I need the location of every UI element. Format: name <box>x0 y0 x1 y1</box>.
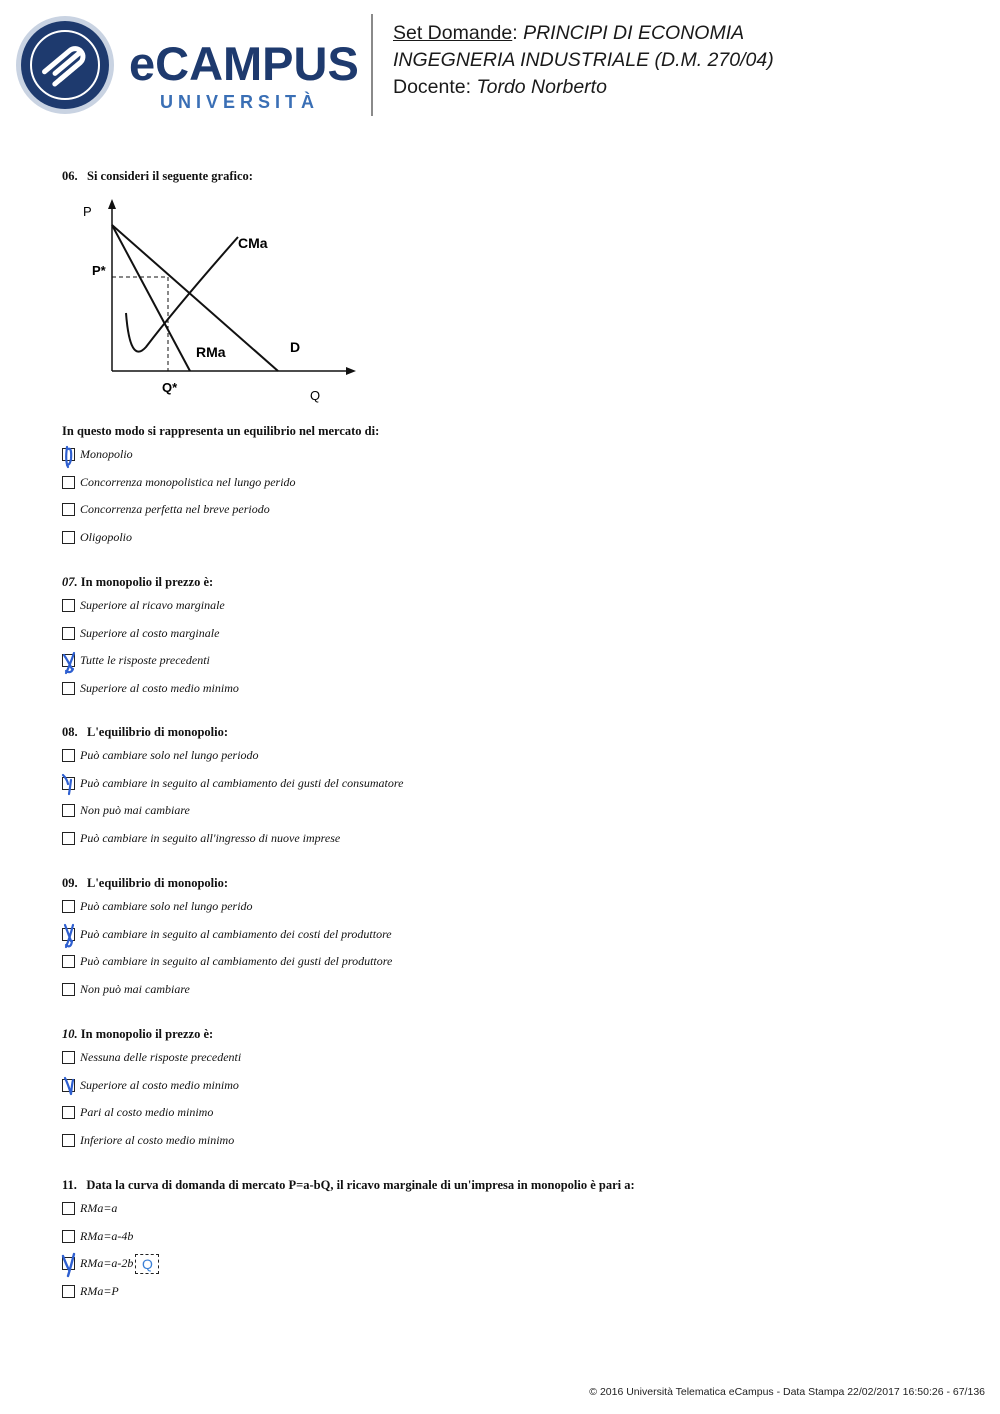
option-label: Può cambiare in seguito al cambiamento dei gusti del consumatore <box>80 775 404 790</box>
q-axis-label: Q <box>310 388 321 403</box>
option-label: Può cambiare in seguito al cambiamento dei gusti del produttore <box>80 954 393 969</box>
question-08 <box>62 722 962 852</box>
checkbox[interactable] <box>62 1202 75 1215</box>
option-label: Tutte le risposte precedenti <box>80 653 210 668</box>
option-label: Oligopolio <box>80 529 133 544</box>
checkbox[interactable] <box>62 777 75 790</box>
question-prompt: In questo modo si rappresenta un equilibrio nel mercato di: <box>62 424 380 438</box>
logo-subtext: UNIVERSITÀ <box>160 92 320 112</box>
option-row[interactable] <box>62 675 962 703</box>
question-07 <box>62 572 962 702</box>
question-title <box>62 166 962 186</box>
option-label: Concorrenza monopolistica nel lungo perido <box>80 474 296 489</box>
marginal-cost-curve <box>126 237 238 352</box>
option-label: Non può mai cambiare <box>80 803 190 818</box>
question-number: 06. <box>62 169 78 183</box>
option-label: Non può mai cambiare <box>80 981 190 996</box>
option-label: Superiore al costo medio minimo <box>80 1077 239 1092</box>
checkbox[interactable] <box>62 900 75 913</box>
option-row[interactable] <box>62 770 962 798</box>
question-text: L'equilibrio di monopolio: <box>87 876 229 890</box>
checkbox[interactable] <box>62 983 75 996</box>
question-number: 11. <box>62 1178 77 1192</box>
option-label: Concorrenza perfetta nel breve periodo <box>80 502 270 517</box>
option-label: Può cambiare in seguito all'ingresso di nuove imprese <box>80 830 341 845</box>
question-06-answers <box>62 421 962 551</box>
question-text: L'equilibrio di monopolio: <box>87 725 229 739</box>
question-title <box>62 722 962 742</box>
option-row[interactable] <box>62 647 962 675</box>
option-row[interactable] <box>62 1250 962 1278</box>
question-title <box>62 572 962 592</box>
option-label: Nessuna delle risposte precedenti <box>80 1050 242 1065</box>
monopoly-equilibrium-graph <box>78 195 358 415</box>
option-row[interactable] <box>62 1127 962 1155</box>
option-row[interactable] <box>62 1195 962 1223</box>
p-axis-label: P <box>83 204 92 219</box>
checkbox[interactable] <box>62 1257 75 1270</box>
y-axis-arrow <box>108 199 116 209</box>
question-10 <box>62 1024 962 1154</box>
checkbox[interactable] <box>62 476 75 489</box>
checkbox[interactable] <box>62 627 75 640</box>
option-row[interactable] <box>62 1044 962 1072</box>
question-title <box>62 1175 962 1195</box>
question-09 <box>62 873 962 1003</box>
option-label: RMa=a <box>80 1201 118 1216</box>
question-06 <box>62 166 962 186</box>
option-label: Superiore al costo medio minimo <box>80 680 239 695</box>
option-row[interactable] <box>62 469 962 497</box>
teacher-name: Tordo Norberto <box>476 76 607 98</box>
header-divider <box>371 14 373 116</box>
option-row[interactable] <box>62 797 962 825</box>
checkbox[interactable] <box>62 955 75 968</box>
question-number: 09. <box>62 876 78 890</box>
option-row[interactable] <box>62 1278 962 1306</box>
checkbox[interactable] <box>62 749 75 762</box>
logo-wordmark: eCAMPUS <box>129 37 359 90</box>
option-label: Monopolio <box>80 447 133 462</box>
option-row[interactable] <box>62 1099 962 1127</box>
option-label: Inferiore al costo medio minimo <box>80 1132 235 1147</box>
checkbox[interactable] <box>62 448 75 461</box>
option-label: RMa=a-2b <box>80 1256 134 1271</box>
question-number: 08. <box>62 725 78 739</box>
option-label: RMa=P <box>80 1283 119 1298</box>
header-info: Set Domande: PRINCIPI DI ECONOMIA INGEGNERIA INDUSTRIALE (D.M. 270/04) Docente: Tordo Norberto <box>393 22 774 98</box>
question-11 <box>62 1175 962 1305</box>
teacher-label: Docente: <box>393 76 472 98</box>
checkbox[interactable] <box>62 1230 75 1243</box>
option-row[interactable] <box>62 976 962 1004</box>
question-text: Si consideri il seguente grafico: <box>87 169 253 183</box>
question-title <box>62 1024 962 1044</box>
query-marker[interactable]: Q <box>135 1254 159 1274</box>
set-label: Set Domande <box>393 22 513 44</box>
option-row[interactable] <box>62 1072 962 1100</box>
checkbox[interactable] <box>62 1106 75 1119</box>
option-label: Superiore al costo marginale <box>80 625 220 640</box>
demand-label: D <box>290 339 301 355</box>
cma-label: CMa <box>238 235 268 251</box>
question-text: In monopolio il prezzo è: <box>80 1027 214 1041</box>
option-row[interactable] <box>62 825 962 853</box>
option-label: Può cambiare solo nel lungo perido <box>80 899 253 914</box>
option-row[interactable] <box>62 441 962 469</box>
checkbox[interactable] <box>62 654 75 667</box>
checkbox[interactable] <box>62 599 75 612</box>
checkbox[interactable] <box>62 804 75 817</box>
pstar-label: P* <box>92 263 106 278</box>
checkbox[interactable] <box>62 503 75 516</box>
checkbox[interactable] <box>62 1051 75 1064</box>
question-number: 10. <box>62 1027 78 1041</box>
question-number: 07. <box>62 575 78 589</box>
option-label: RMa=a-4b <box>80 1228 134 1243</box>
option-row[interactable] <box>62 496 962 524</box>
option-label: Pari al costo medio minimo <box>80 1105 214 1120</box>
option-row[interactable] <box>62 921 962 949</box>
page-footer: © 2016 Università Telematica eCampus - Data Stampa 22/02/2017 16:50:26 - 67/136 <box>589 1386 985 1398</box>
checkbox[interactable] <box>62 682 75 695</box>
option-label: Può cambiare in seguito al cambiamento dei costi del produttore <box>80 926 392 941</box>
checkbox[interactable] <box>62 928 75 941</box>
question-text: Data la curva di domanda di mercato P=a-bQ, il ricavo marginale di un'impresa in monopolio è pari a: <box>86 1178 635 1192</box>
rma-label: RMa <box>196 344 226 360</box>
marginal-revenue-curve <box>112 225 190 371</box>
checkbox[interactable] <box>62 832 75 845</box>
checkbox[interactable] <box>62 1285 75 1298</box>
option-row[interactable] <box>62 1223 962 1251</box>
option-label: Può cambiare solo nel lungo periodo <box>80 748 259 763</box>
checkbox[interactable] <box>62 531 75 544</box>
course-line1: PRINCIPI DI ECONOMIA <box>523 22 745 44</box>
option-label: Superiore al ricavo marginale <box>80 598 225 613</box>
option-row[interactable] <box>62 620 962 648</box>
qstar-label: Q* <box>162 380 178 395</box>
question-title <box>62 873 962 893</box>
option-row[interactable] <box>62 948 962 976</box>
x-axis-arrow <box>346 367 356 375</box>
checkbox[interactable] <box>62 1079 75 1092</box>
option-row[interactable] <box>62 524 962 552</box>
checkbox[interactable] <box>62 1134 75 1147</box>
option-row[interactable] <box>62 592 962 620</box>
ecampus-logo <box>14 14 359 116</box>
course-line2: INGEGNERIA INDUSTRIALE (D.M. 270/04) <box>393 49 774 71</box>
option-row[interactable] <box>62 742 962 770</box>
option-row[interactable] <box>62 893 962 921</box>
question-text: In monopolio il prezzo è: <box>80 575 214 589</box>
